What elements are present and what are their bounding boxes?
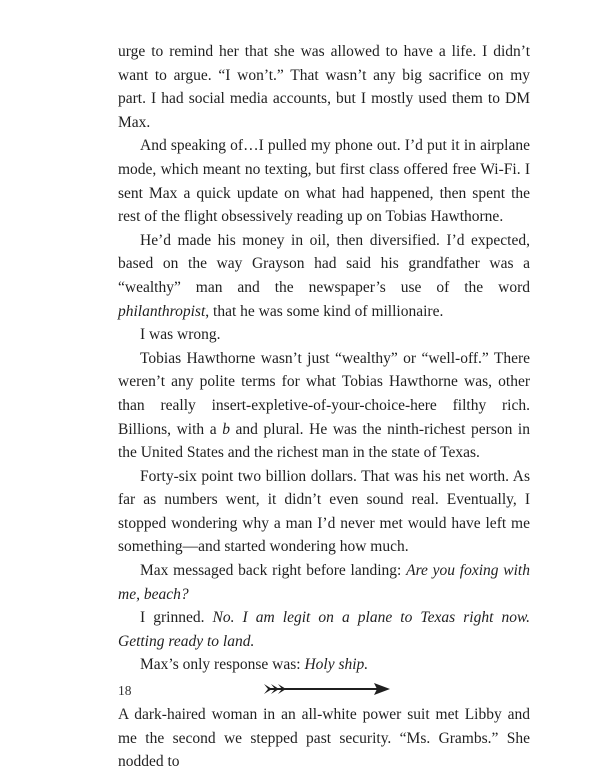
arrow-ornament-icon — [118, 679, 530, 699]
paragraph-5 — [118, 347, 530, 465]
italic-text-run: Are you foxing with me, beach? — [118, 562, 530, 603]
page-body — [118, 40, 530, 774]
paragraph-6 — [118, 465, 530, 559]
text-run: , that he was some kind of millionaire. — [205, 302, 444, 320]
text-run: urge to remind her that she was allowed to have a life. I didn’t want to argue. “I won’t.” That wasn’t any big sacrifice on my part. I had social media accounts, but I mostly used them to DM Max. — [118, 43, 530, 131]
paragraph-3 — [118, 229, 530, 323]
italic-text-run: No. I am legit on a plane to Texas right now. Getting ready to land. — [118, 609, 531, 650]
paragraph-10 — [118, 703, 530, 774]
paragraph-8 — [118, 606, 530, 653]
paragraph-7 — [118, 559, 530, 606]
paragraph-1 — [118, 40, 530, 134]
paragraph-2 — [118, 134, 530, 228]
text-run: A dark-haired woman in an all-white power suit met Libby and me the second we stepped past security. “Ms. Grambs.” She nodded to — [118, 706, 530, 771]
italic-text-run: Holy ship. — [304, 656, 369, 674]
text-run: I was wrong. — [140, 326, 221, 344]
text-run: Max’s only response was: — [140, 656, 305, 674]
text-run: I grinned. — [140, 609, 213, 627]
paragraph-4 — [118, 323, 530, 347]
text-run: Max messaged back right before landing: — [140, 562, 407, 580]
text-run: Tobias Hawthorne wasn’t just “wealthy” or “well-off.” There weren’t any polite terms for what Tobias Hawthorne was, other than really insert-expletive-of-your-choice-here filthy rich. Billions, with a — [118, 349, 530, 438]
italic-text-run: philanthropist — [118, 302, 206, 320]
text-run: Forty-six point two billion dollars. That was his net worth. As far as numbers went, it didn’t even sound real. Eventually, I stopped wondering why a man I’d never met would have left me something—and started wondering how much. — [118, 467, 530, 556]
page-number: 18 — [118, 683, 132, 698]
text-run: And speaking of…I pulled my phone out. I’d put it in airplane mode, which meant no texting, but first class offered free Wi-Fi. I sent Max a quick update on what had happened, then spent the rest of the flight obsessively reading up on Tobias Hawthorne. — [118, 137, 530, 226]
text-run: He’d made his money in oil, then diversified. I’d expected, based on the way Grayson had said his grandfather was a “wealthy” man and the newspaper’s use of the word — [118, 231, 530, 296]
text-run: and plural. He was the ninth-richest person in the United States and the richest man in the state of Texas. — [118, 420, 530, 462]
paragraph-9 — [118, 653, 530, 677]
italic-text-run: b — [222, 420, 230, 438]
